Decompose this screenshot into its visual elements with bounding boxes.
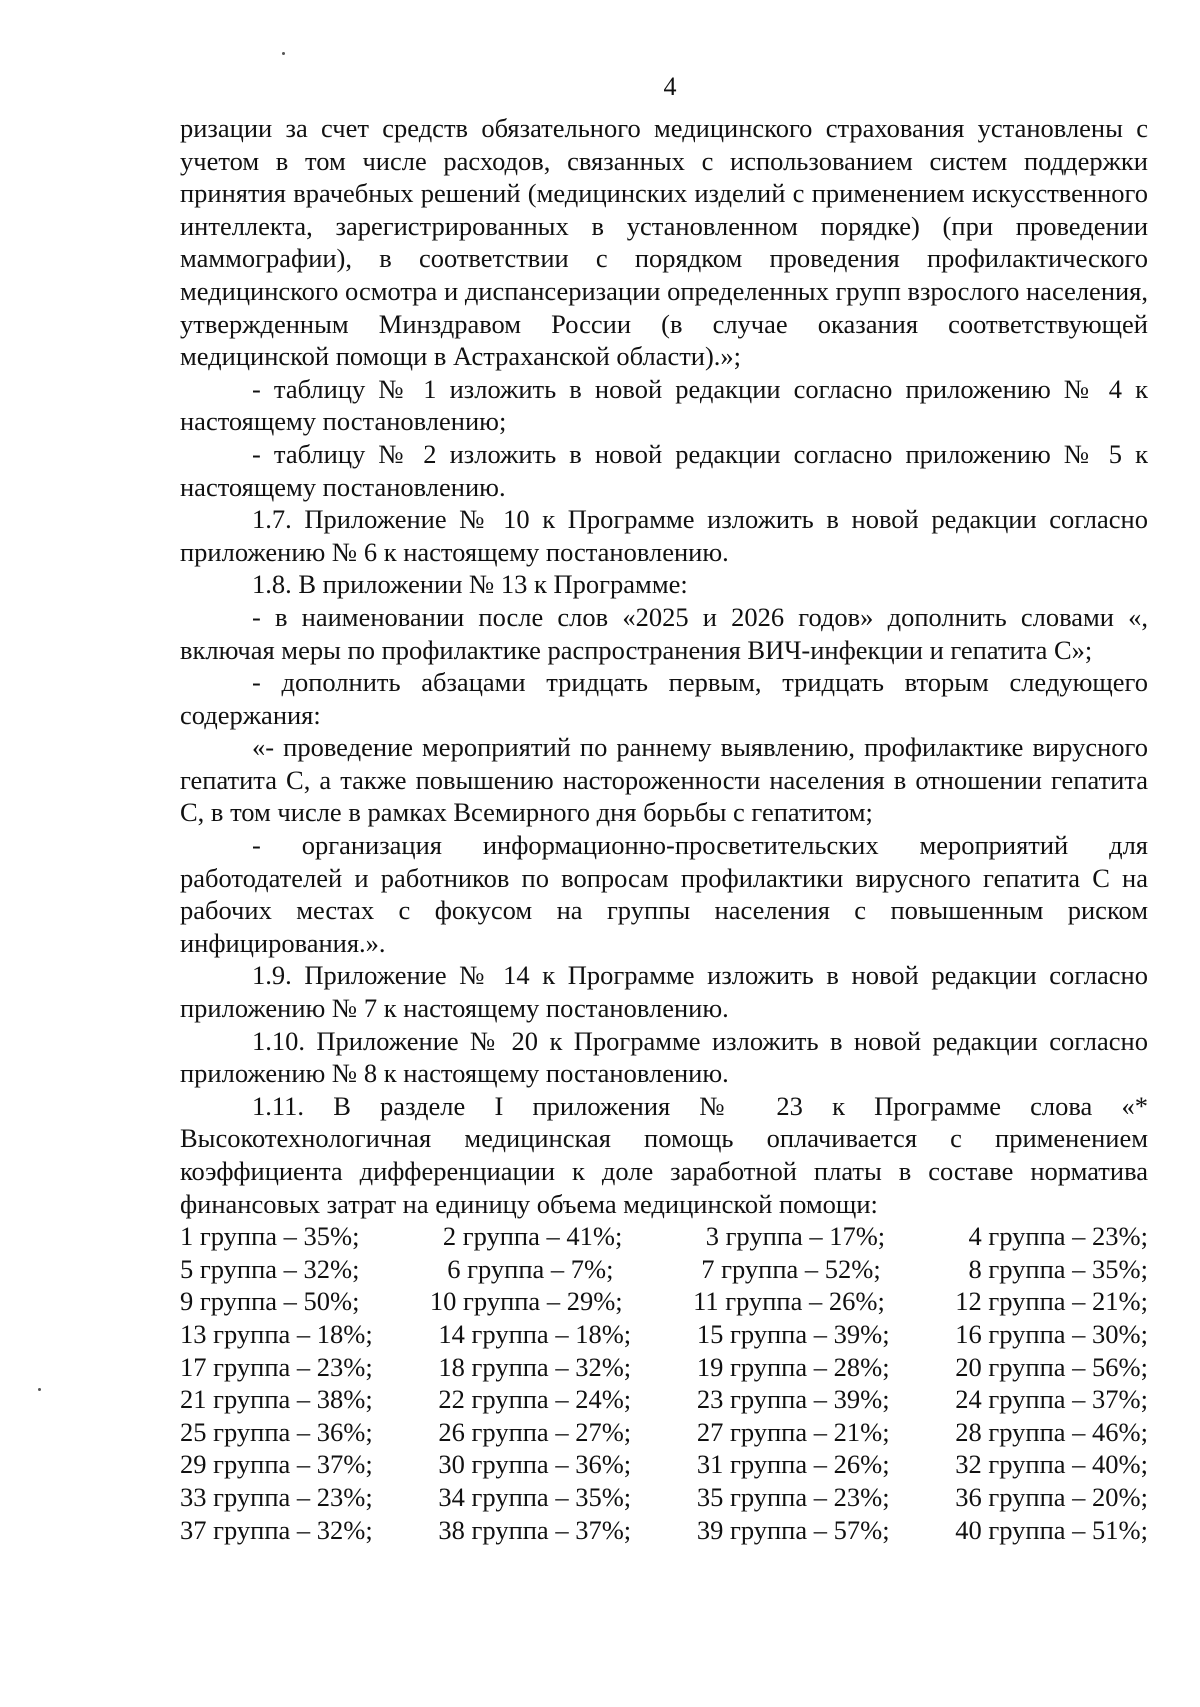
group-item: 24 группа – 37%; [955,1384,1148,1415]
scan-speck [38,1388,41,1391]
group-item: 37 группа – 32%; [180,1514,373,1545]
group-row [180,1383,1148,1416]
group-item: 28 группа – 46%; [955,1416,1148,1447]
group-item: 21 группа – 38%; [180,1384,373,1415]
group-item: 36 группа – 20%; [955,1481,1148,1512]
group-item: 5 группа – 32%; [180,1253,360,1284]
group-item: 2 группа – 41%; [442,1221,623,1252]
group-item: 14 группа – 18%; [438,1318,632,1349]
paragraph-continuation: ризации за счет средств обязательного медицинского страхования установлены с учетом в том числе расходов, связанных с использованием систем поддержки принятия врачебных решений (медицинских изделий с применением искусственного интеллекта, зарегистрированных в установленном порядке) (при проведении маммографии), в соответствии с порядком проведения профилактического медицинского осмотра и диспансеризации определенных групп взрослого населения, утвержденным Минздравом России (в случае оказания соответствующей медицинской помощи в Астраханской области).»; [180,113,1148,372]
group-item: 32 группа – 40%; [955,1449,1148,1480]
group-row [180,1514,1148,1547]
group-item: 1 группа – 35%; [180,1221,360,1252]
group-item: 16 группа – 30%; [955,1318,1148,1349]
group-item: 29 группа – 37%; [180,1449,373,1480]
page-number: 4 [663,72,677,101]
group-row [180,1481,1148,1514]
group-item: 25 группа – 36%; [180,1416,373,1447]
group-item: 4 группа – 23%; [968,1221,1148,1252]
group-item: 10 группа – 29%; [429,1286,623,1317]
group-item: 9 группа – 50%; [180,1286,360,1317]
paragraph-quote-2: - организация информационно-просветительских мероприятий для работодателей и работников по вопросам профилактики вирусного гепатита С на рабочих местах с фокусом на группы населения с повышенным риском инфицирования.». [180,830,1148,958]
paragraph-table2: - таблицу № 2 изложить в новой редакции согласно приложению № 5 к настоящему постановлению. [180,438,1148,502]
paragraph-1-11: 1.11. В разделе I приложения № 23 к Программе слова «* Высокотехнологичная медицинская помощь оплачивается с применением коэффициента дифференциации к доле заработной платы в составе норматива финансовых затрат на единицу объема медицинской помощи: [180,1090,1148,1219]
group-item: 33 группа – 23%; [180,1481,373,1512]
group-row [180,1318,1148,1351]
group-coefficients-list [180,1220,1148,1546]
group-item: 8 группа – 35%; [968,1253,1148,1284]
group-item: 22 группа – 24%; [438,1384,632,1415]
group-item: 30 группа – 36%; [438,1449,632,1480]
group-row [180,1448,1148,1481]
group-row [180,1220,1148,1253]
group-row [180,1285,1148,1318]
paragraph-1-9: 1.9. Приложение № 14 к Программе изложить в новой редакции согласно приложению № 7 к настоящему постановлению. [180,960,1148,1024]
group-item: 23 группа – 39%; [696,1384,890,1415]
paragraph-naming: - в наименовании после слов «2025 и 2026 годов» дополнить словами «, включая меры по профилактике распространения ВИЧ-инфекции и гепатита С»; [180,601,1148,665]
group-item: 3 группа – 17%; [705,1221,886,1252]
scan-speck [282,52,285,55]
paragraph-1-8: 1.8. В приложении № 13 к Программе: [252,569,688,600]
group-item: 17 группа – 23%; [180,1351,373,1382]
paragraph-table1: - таблицу № 1 изложить в новой редакции согласно приложению № 4 к настоящему постановлению; [180,373,1148,437]
group-item: 19 группа – 28%; [696,1351,890,1382]
group-item: 27 группа – 21%; [696,1416,890,1447]
group-item: 11 группа – 26%; [693,1286,885,1317]
group-item: 40 группа – 51%; [955,1514,1148,1545]
group-row [180,1416,1148,1449]
group-item: 12 группа – 21%; [955,1286,1148,1317]
group-row [180,1351,1148,1384]
paragraph-1-7: 1.7. Приложение № 10 к Программе изложить в новой редакции согласно приложению № 6 к настоящему постановлению. [180,504,1148,567]
group-row [180,1253,1148,1286]
group-item: 26 группа – 27%; [438,1416,632,1447]
group-item: 7 группа – 52%; [701,1253,881,1284]
group-item: 38 группа – 37%; [438,1514,632,1545]
group-item: 13 группа – 18%; [180,1318,373,1349]
group-item: 39 группа – 57%; [696,1514,890,1545]
paragraph-1-10: 1.10. Приложение № 20 к Программе изложить в новой редакции согласно приложению № 8 к настоящему постановлению. [180,1025,1148,1089]
group-item: 35 группа – 23%; [696,1481,890,1512]
group-item: 34 группа – 35%; [438,1481,632,1512]
paragraph-add-abzats: - дополнить абзацами тридцать первым, тридцать вторым следующего содержания: [180,667,1148,730]
group-item: 6 группа – 7%; [447,1253,614,1284]
group-item: 18 группа – 32%; [438,1351,632,1382]
document-body [180,112,1148,1546]
group-item: 15 группа – 39%; [696,1318,890,1349]
group-item: 20 группа – 56%; [955,1351,1148,1382]
group-item: 31 группа – 26%; [696,1449,890,1480]
paragraph-quote-1: «- проведение мероприятий по раннему выявлению, профилактике вирусного гепатита С, а также повышению настороженности населения в отношении гепатита С, в том числе в рамках Всемирного дня борьбы с гепатитом; [180,732,1148,828]
